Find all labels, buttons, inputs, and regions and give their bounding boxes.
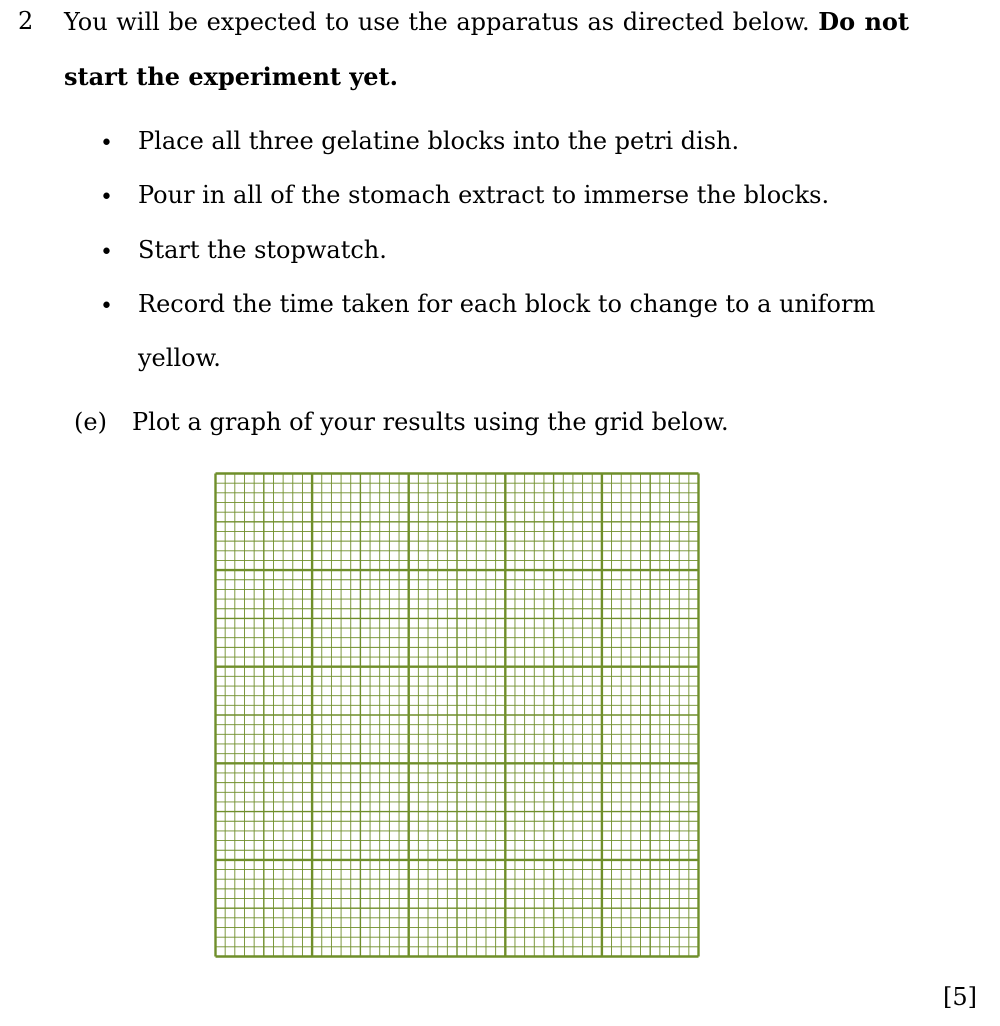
graph-paper-grid[interactable] bbox=[214, 472, 700, 958]
step-item: Start the stopwatch. bbox=[138, 236, 387, 264]
step-item: Place all three gelatine blocks into the petri dish. bbox=[138, 127, 740, 155]
step-item-continuation: yellow. bbox=[138, 344, 221, 372]
bullet-icon: • bbox=[100, 131, 113, 156]
intro-bold-part2: start the experiment yet. bbox=[64, 62, 398, 91]
bullet-icon: • bbox=[100, 294, 113, 319]
bullet-icon: • bbox=[100, 240, 113, 265]
step-item: Record the time taken for each block to change to a uniform bbox=[138, 290, 876, 318]
bullet-icon: • bbox=[100, 185, 113, 210]
question-intro bbox=[64, 7, 909, 36]
step-item: Pour in all of the stomach extract to immerse the blocks. bbox=[138, 181, 830, 209]
part-label: (e) bbox=[74, 408, 107, 436]
intro-text: You will be expected to use the apparatus as directed below. bbox=[64, 8, 810, 36]
intro-bold-part1: Do not bbox=[818, 7, 909, 36]
marks-allocation: [5] bbox=[943, 983, 977, 1011]
part-instruction: Plot a graph of your results using the grid below. bbox=[132, 408, 729, 436]
question-number: 2 bbox=[18, 7, 34, 35]
